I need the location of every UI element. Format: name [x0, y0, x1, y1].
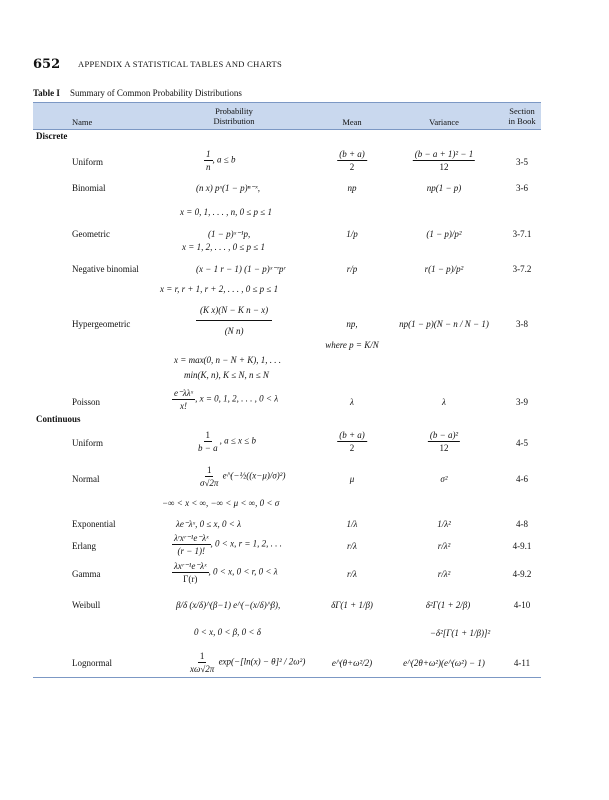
- sec-lognormal: 4-11: [513, 658, 531, 668]
- dist-exp: exp(−[ln(x) − θ]² / 2ω²): [218, 656, 306, 667]
- dist-num: 1: [199, 651, 205, 661]
- dist-normal: [198, 464, 285, 489]
- dist-hypergeometric-support: x = max(0, n − N + K), 1, . . .: [174, 355, 281, 365]
- var-exponential: 1/λ²: [437, 519, 451, 529]
- mean-num: (b + a): [339, 430, 365, 440]
- mean-uniform-discrete: [337, 148, 367, 173]
- dist-exp: e^(−½((x−μ)/σ)²): [222, 470, 286, 481]
- row-name-poisson: Poisson: [72, 397, 101, 407]
- sec-weibull: 4-10: [513, 600, 531, 610]
- mean-uniform-continuous: [337, 429, 367, 454]
- var-gamma: r/λ²: [437, 569, 451, 579]
- dist-tail: , 0 < x, 0 < r, 0 < λ: [208, 566, 278, 577]
- dist-tail: , a ≤ b: [212, 154, 236, 165]
- mean-weibull: δΓ(1 + 1/β): [331, 600, 373, 610]
- dist-geometric: (1 − p)ˣ⁻¹p,: [208, 229, 251, 239]
- header-section-line1: Section: [509, 106, 535, 116]
- dist-num: 1: [206, 465, 212, 475]
- sec-normal: 4-6: [516, 474, 528, 484]
- dist-num: λxʳ⁻¹e⁻λˣ: [174, 561, 207, 571]
- sec-negative-binomial: 3-7.2: [512, 264, 532, 274]
- dist-den: x!: [180, 401, 188, 411]
- var-binomial: np(1 − p): [426, 183, 462, 193]
- var-erlang: r/λ²: [437, 541, 451, 551]
- header-distribution-line1: Probability: [215, 106, 253, 116]
- dist-exponential: λe⁻λˣ, 0 ≤ x, 0 < λ: [176, 519, 241, 529]
- dist-den: n: [206, 162, 211, 172]
- row-name-gamma: Gamma: [72, 569, 101, 579]
- header-name: Name: [72, 117, 93, 127]
- sec-poisson: 3-9: [516, 397, 528, 407]
- sec-erlang: 4-9.1: [512, 541, 532, 551]
- running-head: APPENDIX A STATISTICAL TABLES AND CHARTS: [78, 59, 282, 69]
- row-name-weibull: Weibull: [72, 600, 101, 610]
- var-hypergeometric: np(1 − p)(N − n / N − 1): [399, 319, 489, 329]
- dist-den: b − a: [198, 443, 218, 453]
- dist-num: e⁻λλˣ: [174, 388, 194, 398]
- dist-num: λʳxʳ⁻¹e⁻λˣ: [174, 533, 209, 543]
- sec-hypergeometric: 3-8: [516, 319, 528, 329]
- row-name-binomial: Binomial: [72, 183, 106, 193]
- dist-lognormal: [188, 650, 305, 675]
- var-den: 12: [439, 162, 449, 172]
- dist-tail: , x = 0, 1, 2, . . . , 0 < λ: [195, 393, 279, 404]
- mean-hypergeometric-where: where p = K/N: [325, 340, 379, 350]
- sec-geometric: 3-7.1: [512, 229, 532, 239]
- page-number: 652: [33, 57, 61, 72]
- row-name-negative-binomial: Negative binomial: [72, 264, 139, 274]
- sec-exponential: 4-8: [516, 519, 528, 529]
- dist-num: (K x)(N − K n − x): [196, 300, 272, 321]
- dist-negative-binomial-support: x = r, r + 1, r + 2, . . . , 0 ≤ p ≤ 1: [160, 284, 279, 294]
- var-num: (b − a)²: [429, 430, 459, 440]
- table-header-band: [33, 102, 541, 130]
- dist-den: σ√2π: [200, 478, 219, 488]
- dist-tail: , 0 < x, r = 1, 2, . . .: [210, 538, 282, 549]
- mean-geometric: 1/p: [346, 229, 358, 239]
- mean-exponential: 1/λ: [346, 519, 358, 529]
- dist-normal-support: −∞ < x < ∞, −∞ < μ < ∞, 0 < σ: [162, 498, 280, 508]
- dist-erlang: [172, 532, 282, 557]
- row-name-erlang: Erlang: [72, 541, 96, 551]
- dist-geometric-support: x = 1, 2, . . . , 0 ≤ p ≤ 1: [182, 242, 265, 252]
- dist-den: (N n): [224, 326, 244, 336]
- sec-gamma: 4-9.2: [512, 569, 532, 579]
- dist-uniform-discrete: [204, 148, 235, 173]
- header-distribution: [213, 106, 254, 126]
- sec-binomial: 3-6: [516, 183, 528, 193]
- row-name-uniform-continuous: Uniform: [72, 438, 103, 448]
- mean-hypergeometric: np,: [346, 319, 358, 329]
- mean-poisson: λ: [350, 397, 354, 407]
- header-section: [508, 106, 535, 126]
- var-weibull-2: −δ²[Γ(1 + 1/β)]²: [429, 628, 491, 638]
- var-uniform-discrete: [413, 148, 475, 173]
- mean-negative-binomial: r/p: [346, 264, 358, 274]
- dist-num: 1: [205, 430, 211, 440]
- dist-num: 1: [206, 149, 211, 159]
- var-num: (b − a + 1)² − 1: [414, 149, 474, 159]
- header-section-line2: in Book: [508, 116, 536, 126]
- row-name-uniform-discrete: Uniform: [72, 157, 103, 167]
- row-name-geometric: Geometric: [72, 229, 110, 239]
- row-name-lognormal: Lognormal: [72, 658, 112, 668]
- var-normal: σ²: [440, 474, 448, 484]
- sec-uniform-discrete: 3-5: [516, 157, 528, 167]
- var-uniform-continuous: [428, 429, 460, 454]
- var-poisson: λ: [442, 397, 446, 407]
- mean-lognormal: e^(θ+ω²/2): [331, 658, 373, 668]
- dist-weibull: β/δ (x/δ)^(β−1) e^(−(x/δ)^β),: [176, 600, 281, 610]
- sec-uniform-continuous: 4-5: [516, 438, 528, 448]
- dist-den: (r − 1)!: [177, 546, 206, 556]
- dist-negative-binomial: (x − 1 r − 1) (1 − p)ˣ⁻ʳpʳ: [196, 264, 286, 274]
- section-discrete: Discrete: [36, 131, 68, 141]
- dist-uniform-continuous: [196, 429, 256, 454]
- var-geometric: (1 − p)/p²: [426, 229, 462, 239]
- table-caption: [33, 88, 242, 98]
- dist-binomial: (n x) pˣ(1 − p)ⁿ⁻ˣ,: [196, 183, 260, 193]
- var-den: 12: [439, 443, 449, 453]
- table-caption-text: Summary of Common Probability Distributions: [69, 88, 242, 98]
- row-name-normal: Normal: [72, 474, 100, 484]
- dist-den: Γ(r): [183, 574, 198, 584]
- row-name-hypergeometric: Hypergeometric: [72, 319, 131, 329]
- mean-erlang: r/λ: [347, 541, 357, 551]
- table-bottom-rule: [33, 677, 541, 678]
- var-weibull: δ²Γ(1 + 2/β): [425, 600, 471, 610]
- mean-normal: μ: [349, 474, 355, 484]
- dist-tail: , a ≤ x ≤ b: [219, 435, 256, 446]
- dist-den: xω√2π: [190, 664, 215, 674]
- row-name-exponential: Exponential: [72, 519, 116, 529]
- dist-binomial-support: x = 0, 1, . . . , n, 0 ≤ p ≤ 1: [180, 207, 272, 217]
- header-distribution-line2: Distribution: [213, 116, 255, 126]
- mean-den: 2: [349, 162, 355, 172]
- section-continuous: Continuous: [36, 414, 81, 424]
- header-mean: Mean: [342, 117, 362, 127]
- var-lognormal: e^(2θ+ω²)(e^(ω²) − 1): [403, 658, 485, 668]
- dist-poisson: [172, 387, 278, 412]
- table-label: Table I: [33, 88, 60, 98]
- dist-gamma: [172, 560, 278, 585]
- dist-hypergeometric-support-2: min(K, n), K ≤ N, n ≤ N: [184, 370, 269, 380]
- dist-hypergeometric: [196, 300, 272, 337]
- mean-binomial: np: [347, 183, 357, 193]
- header-variance: Variance: [429, 117, 459, 127]
- var-negative-binomial: r(1 − p)/p²: [424, 264, 464, 274]
- dist-weibull-support: 0 < x, 0 < β, 0 < δ: [194, 627, 261, 637]
- mean-gamma: r/λ: [347, 569, 357, 579]
- mean-num: (b + a): [339, 149, 365, 159]
- mean-den: 2: [349, 443, 355, 453]
